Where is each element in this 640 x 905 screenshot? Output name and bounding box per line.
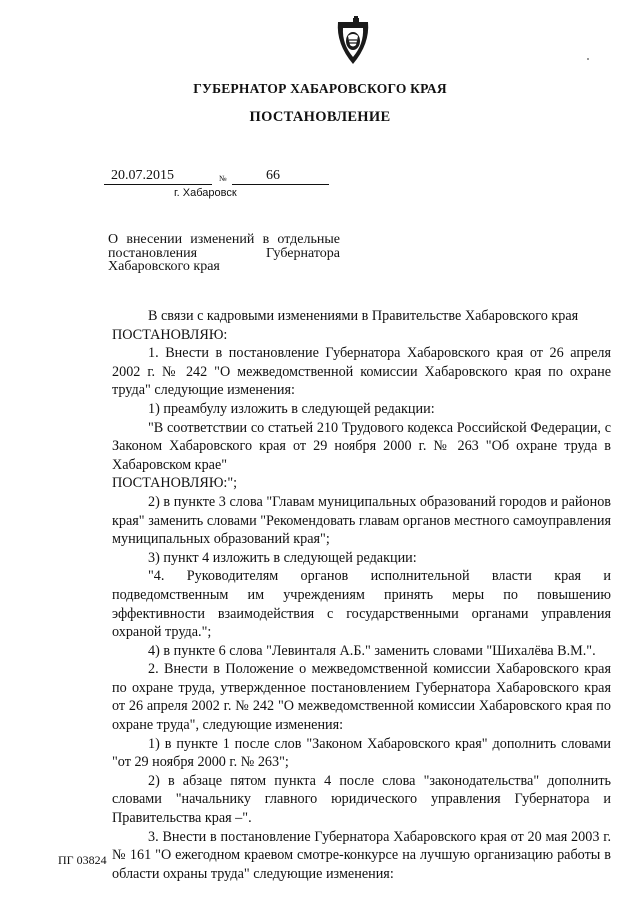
body-paragraph: 2) в пункте 3 слова "Главам муниципальных образований городов и районов края" заменить словами "Рекомендовать главам органов местного самоуправления муниципальных образований края"; xyxy=(112,493,611,548)
body-paragraph: "4. Руководителям органов исполнительной власти края и подведомственным им учреждениям принять меры по повышению эффективности взаимодействия с государственными органами управления охраной труда."; xyxy=(112,568,611,641)
body-paragraph: 2) в абзаце пятом пункта 4 после слова "законодательства" дополнить словами "начальнику главного юридического управления Губернатора и Правительства края –". xyxy=(112,772,611,827)
body-paragraph: 2. Внести в Положение о межведомственной комиссии Хабаровского края по охране труда, утвержденное постановлением Губернатора Хабаровского края от 26 апреля 2002 г. № 242 "О межведомственной комиссии Хабаровского края по охране труда", следующие изменения: xyxy=(112,661,611,734)
body-paragraph: 3) пункт 4 изложить в следующей редакции: xyxy=(148,549,417,566)
body-paragraph: 1) преамбулу изложить в следующей редакции: xyxy=(148,400,435,417)
organization-title: ГУБЕРНАТОР ХАБАРОВСКОГО КРАЯ xyxy=(193,81,447,96)
body-paragraph: 3. Внести в постановление Губернатора Хабаровского края от 20 мая 2003 г. № 161 "О ежегодном краевом смотре-конкурсе на лучшую организацию работы в области охраны труда" следующие изменения: xyxy=(112,828,611,882)
body-paragraph: 1) в пункте 1 после слов "Законом Хабаровского края" дополнить словами "от 29 ноября 2000 г. № 263"; xyxy=(112,735,611,771)
body-paragraph: 1. Внести в постановление Губернатора Хабаровского края от 26 апреля 2002 г. № 242 "О межведомственной комиссии Хабаровского края по охране труда" следующие изменения: xyxy=(112,345,611,399)
coat-of-arms-icon xyxy=(329,14,377,68)
scan-speck xyxy=(587,58,589,60)
document-code: ПГ 03824 xyxy=(58,853,107,867)
document-date: 20.07.2015 xyxy=(111,168,174,183)
body-paragraph: 4) в пункте 6 слова "Левинталя А.Б." заменить словами "Шихалёва В.М.". xyxy=(148,642,596,659)
document-subject: О внесении изменений в отдельные постановления Губернатора Хабаровского края xyxy=(108,232,340,275)
number-sign: № xyxy=(219,174,227,183)
body-paragraph: ПОСТАНОВЛЯЮ:"; xyxy=(112,475,238,492)
body-paragraph: В связи с кадровыми изменениями в Правительстве Хабаровского края xyxy=(148,308,579,324)
document-city: г. Хабаровск xyxy=(174,187,237,199)
document-number: 66 xyxy=(266,168,280,183)
body-paragraph: "В соответствии со статьей 210 Трудового кодекса Российской Федерации, с Законом Хабаровского края от 29 ноября 2000 г. № 263 "Об охране труда в Хабаровском крае" xyxy=(112,419,611,473)
document-body xyxy=(112,307,611,883)
document-type-title: ПОСТАНОВЛЕНИЕ xyxy=(249,109,391,125)
body-paragraph: ПОСТАНОВЛЯЮ: xyxy=(112,326,228,343)
number-underline xyxy=(232,184,329,185)
date-underline xyxy=(104,184,212,185)
